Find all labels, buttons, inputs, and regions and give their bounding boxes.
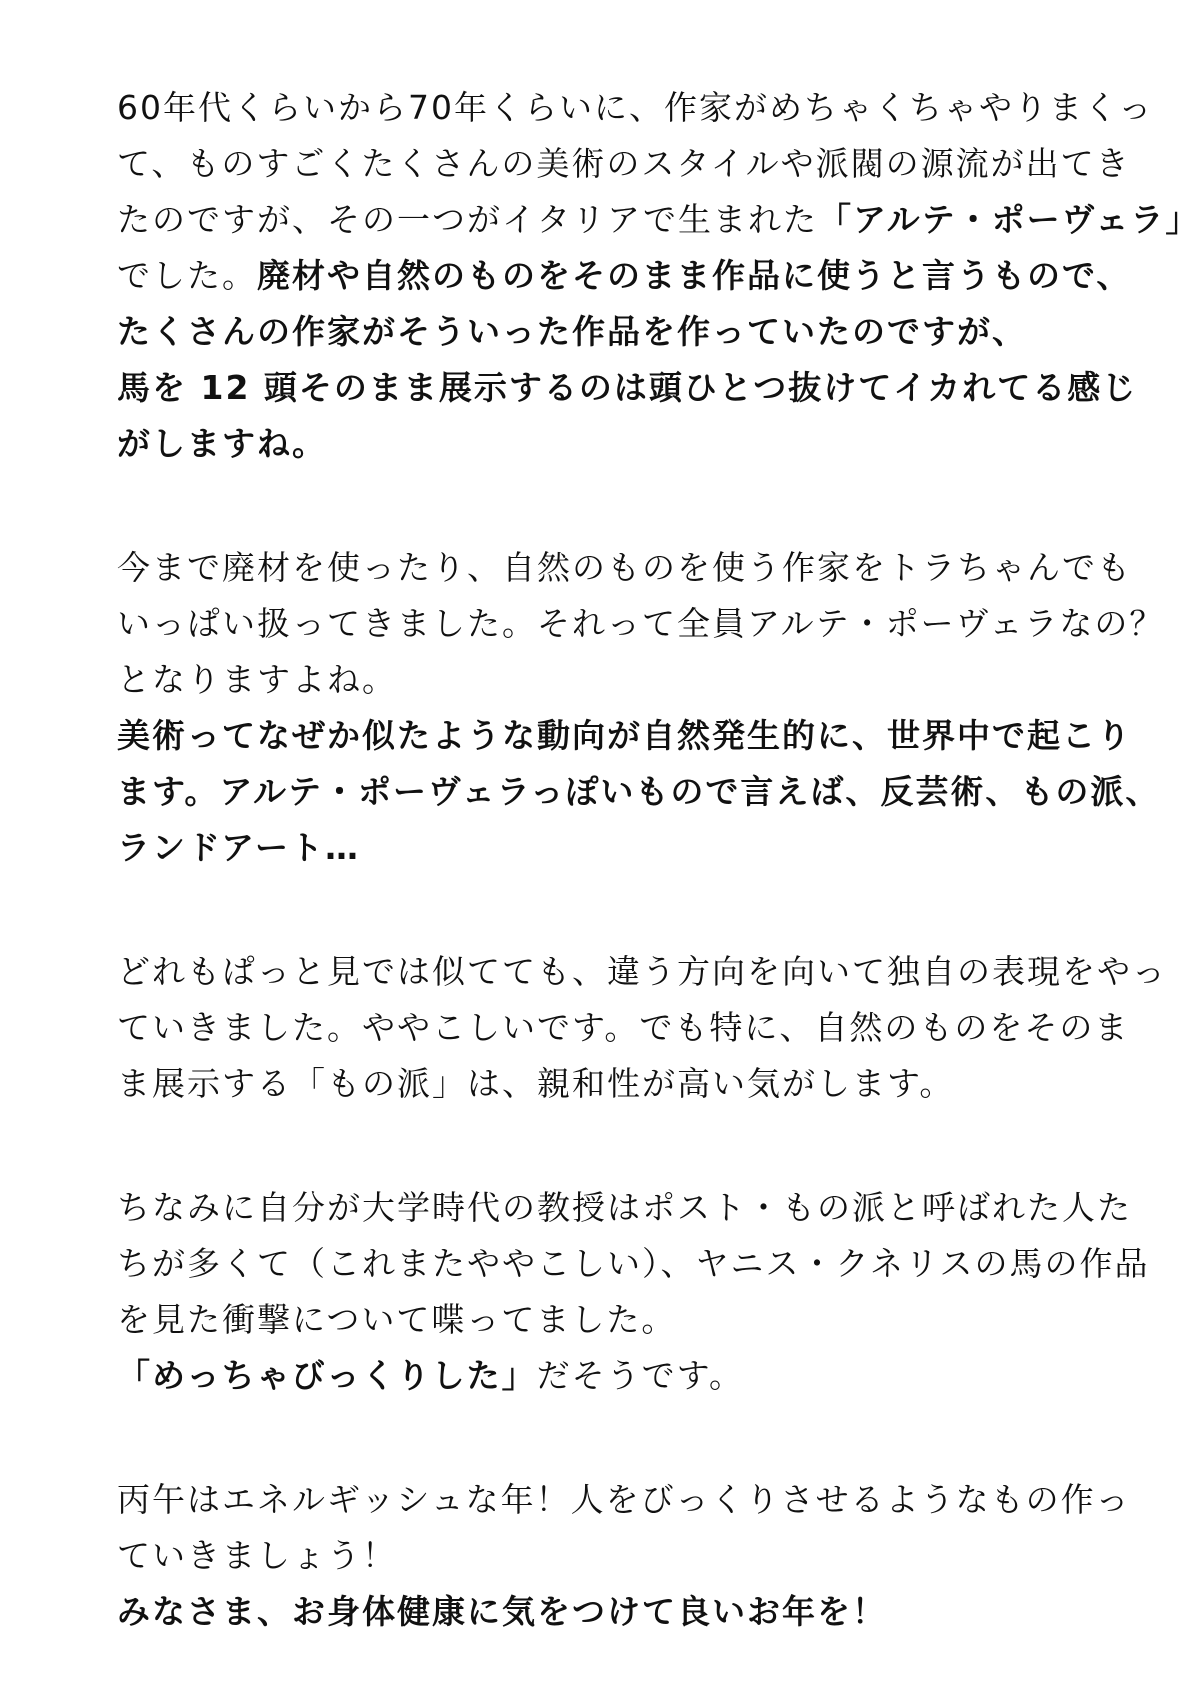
paragraph-1-line-3 — [117, 190, 1200, 250]
paragraph-1-line-1: 60年代くらいから70年くらいに、作家がめちゃくちゃやりまくっ — [117, 88, 1154, 127]
paragraph-1-line-5: たくさんの作家がそういった作品を作っていたのですが、 — [117, 312, 1027, 351]
paragraph-2-line-6: ランドアート… — [117, 828, 361, 867]
paragraph-2-line-5: ます。アルテ・ポーヴェラっぽいもので言えば、反芸術、もの派、 — [117, 772, 1161, 811]
paragraph-1-line-4-text: でした。 — [117, 256, 257, 295]
paragraph-3-line-1: どれもぱっと見では似てても、違う方向を向いて独自の表現をやっ — [117, 952, 1167, 991]
paragraph-1-line-6: 馬を 12 頭そのまま展示するのは頭ひとつ抜けてイカれてる感じ — [117, 368, 1138, 407]
paragraph-4-line-1: ちなみに自分が大学時代の教授はポスト・もの派と呼ばれた人た — [117, 1188, 1132, 1227]
paragraph-1-line-4-emphasis: 廃材や自然のものをそのまま作品に使うと言うもので、 — [257, 256, 1132, 295]
paragraph-4-line-4 — [117, 1346, 1097, 1406]
paragraph-3-line-3: ま展示する「もの派」は、親和性が高い気がします。 — [117, 1064, 955, 1103]
paragraph-1-line-3-text: たのですが、その一つがイタリアで生まれた — [117, 200, 818, 239]
paragraph-3-line-2: ていきました。ややこしいです。でも特に、自然のものをそのま — [117, 1008, 1130, 1047]
paragraph-2-line-3: となりますよね。 — [117, 660, 397, 699]
paragraph-5-line-1: 丙午はエネルギッシュな年！人をびっくりさせるようなもの作っ — [117, 1480, 1131, 1519]
professor-quote: 「めっちゃびっくりした」 — [117, 1356, 537, 1395]
paragraph-4-line-2: ちが多くて（これまたややこしい）、ヤニス・クネリスの馬の作品 — [117, 1244, 1150, 1283]
paragraph-2-line-2: いっぱい扱ってきました。それって全員アルテ・ポーヴェラなの？ — [117, 604, 1165, 643]
paragraph-5-line-2: ていきましょう！ — [117, 1536, 397, 1575]
paragraph-5-line-3: みなさま、お身体健康に気をつけて良いお年を！ — [117, 1592, 887, 1631]
paragraph-1-line-7: がしますね。 — [117, 424, 327, 463]
paragraph-4-line-4-text: だそうです。 — [536, 1356, 745, 1395]
paragraph-1-line-2: て、ものすごくたくさんの美術のスタイルや派閥の源流が出てき — [117, 144, 1131, 183]
paragraph-4-line-3: を見た衝撃について喋ってました。 — [117, 1300, 677, 1339]
paragraph-2-line-4: 美術ってなぜか似たような動向が自然発生的に、世界中で起こり — [117, 716, 1132, 755]
arte-povera-quote: 「アルテ・ポーヴェラ」 — [818, 200, 1200, 239]
paragraph-1-line-4 — [117, 246, 1132, 306]
paragraph-2-line-1: 今まで廃材を使ったり、自然のものを使う作家をトラちゃんでも — [117, 548, 1132, 587]
